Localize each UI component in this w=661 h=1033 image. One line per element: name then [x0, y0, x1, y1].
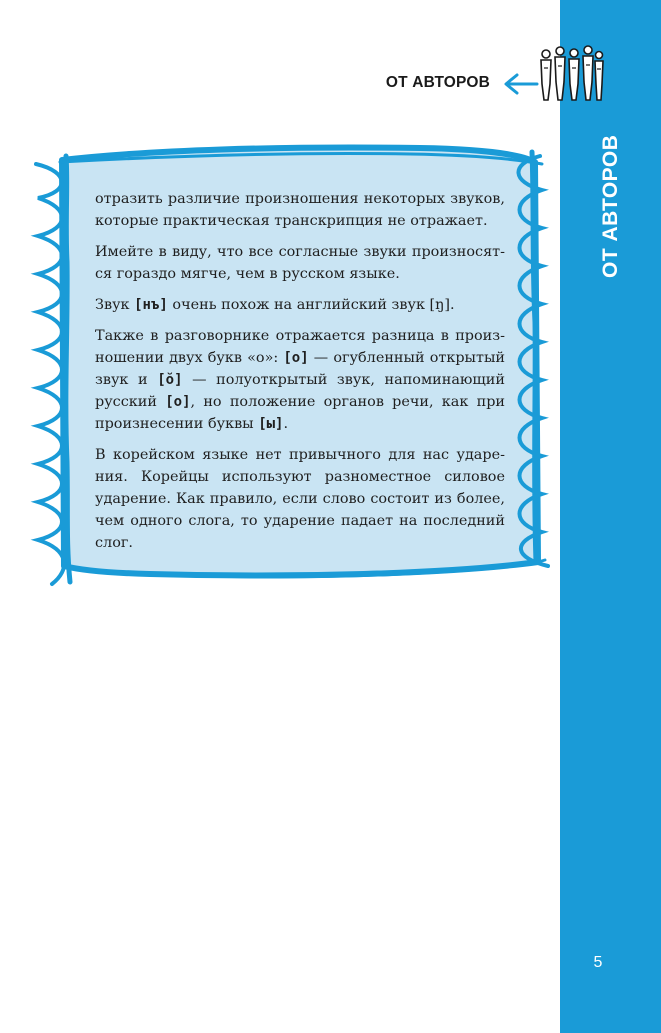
- note-paragraph-2: Имейте в виду, что все согласные звуки произносятся гораздо мягче, чем в русском языке.: [95, 244, 505, 282]
- p3-text-after: очень похож на английский звук [ŋ].: [167, 297, 455, 313]
- note-paragraph-1: отразить различие произношения некоторых звуков, которые практическая транскрипция не отражает.: [95, 191, 505, 229]
- p4-text-2: — огубленный открытый звук и: [95, 350, 505, 388]
- p3-text-before: Звук: [95, 297, 135, 313]
- p3-sound-term: [нъ]: [134, 297, 168, 313]
- p4-text-1: Также в разговорнике отражается разница в произношении двух букв «о»:: [95, 328, 505, 366]
- arrow-left-icon: [503, 72, 539, 96]
- note-paragraph-4: [95, 325, 505, 435]
- note-paragraph-5: В корейском языке нет привычного для нас ударения. Корейцы используют разноместное силовое ударение. Как правило, если слово состоит из более, чем одного слога, то ударение падает на последний слог.: [95, 447, 505, 551]
- p4-text-4: , но положение органов речи, как при произнесении буквы: [95, 394, 505, 432]
- p4-term-3: [о]: [165, 394, 191, 410]
- page-section-title: ОТ АВТОРОВ: [385, 74, 490, 91]
- note-paragraph-3: [95, 294, 505, 316]
- note-text: [95, 188, 505, 563]
- p4-term-1: [о]: [283, 350, 309, 366]
- page-number: 5: [593, 954, 603, 971]
- people-group-icon: [536, 44, 606, 104]
- p4-text-3: — полуоткрытый звук, напоминающий русский: [95, 372, 505, 410]
- side-tab-section-label: ОТ АВТОРОВ: [599, 134, 622, 278]
- p4-term-4: [ы]: [258, 416, 284, 432]
- p4-text-5: .: [283, 416, 289, 432]
- p4-term-2: [ŏ]: [157, 372, 183, 388]
